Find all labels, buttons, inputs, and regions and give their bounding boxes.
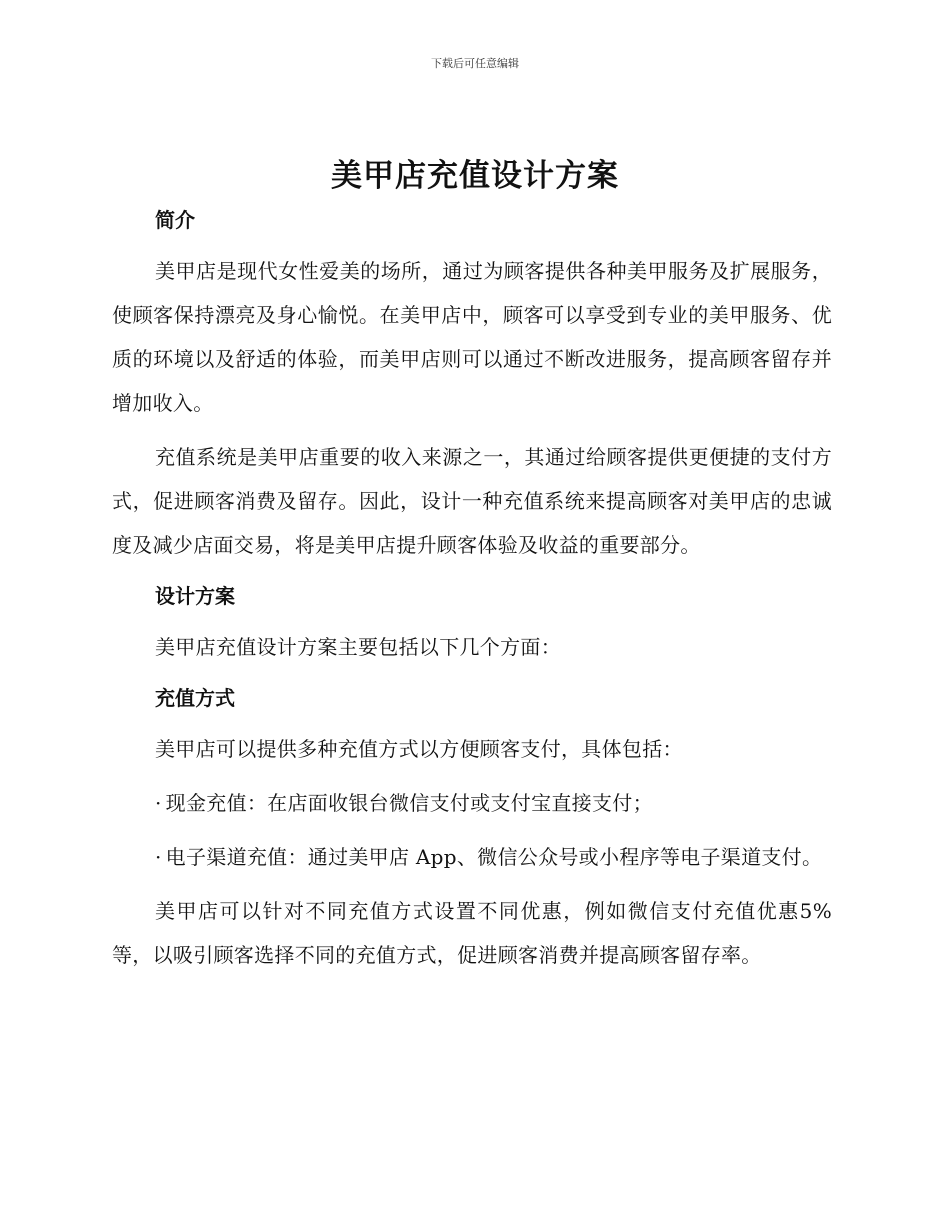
intro-paragraph-2: 充值系统是美甲店重要的收入来源之一，其通过给顾客提供更便捷的支付方式，促进顾客消费及留存。因此，设计一种充值系统来提高顾客对美甲店的忠诚度及减少店面交易，将是美甲店提升顾客体验及收益的重要部分。 bbox=[112, 445, 832, 557]
document-body bbox=[112, 203, 832, 977]
section-heading-recharge-methods: 充值方式 bbox=[155, 686, 235, 710]
bullet-item-cash bbox=[112, 781, 832, 825]
recharge-methods-intro: 美甲店可以提供多种充值方式以方便顾客支付，具体包括： bbox=[155, 737, 683, 761]
section-heading-design: 设计方案 bbox=[155, 584, 235, 608]
section-heading-intro: 简介 bbox=[155, 208, 195, 232]
bullet-item-electronic bbox=[112, 835, 832, 879]
bullet-dot-icon: · bbox=[155, 845, 162, 869]
bullet-text-cash: 现金充值：在店面收银台微信支付或支付宝直接支付； bbox=[165, 791, 653, 815]
page-header-note: 下载后可任意编辑 bbox=[431, 57, 519, 70]
document-title: 美甲店充值设计方案 bbox=[331, 158, 619, 194]
design-paragraph: 美甲店充值设计方案主要包括以下几个方面： bbox=[155, 635, 561, 659]
bullet-dot-icon: · bbox=[155, 791, 162, 815]
bullet-text-electronic: 电子渠道充值：通过美甲店 App、微信公众号或小程序等电子渠道支付。 bbox=[165, 845, 823, 869]
recharge-methods-closing: 美甲店可以针对不同充值方式设置不同优惠，例如微信支付充值优惠5%等，以吸引顾客选择不同的充值方式，促进顾客消费并提高顾客留存率。 bbox=[112, 899, 832, 967]
intro-paragraph-1: 美甲店是现代女性爱美的场所，通过为顾客提供各种美甲服务及扩展服务，使顾客保持漂亮及身心愉悦。在美甲店中，顾客可以享受到专业的美甲服务、优质的环境以及舒适的体验，而美甲店则可以通过不断改进服务，提高顾客留存并增加收入。 bbox=[112, 259, 832, 415]
